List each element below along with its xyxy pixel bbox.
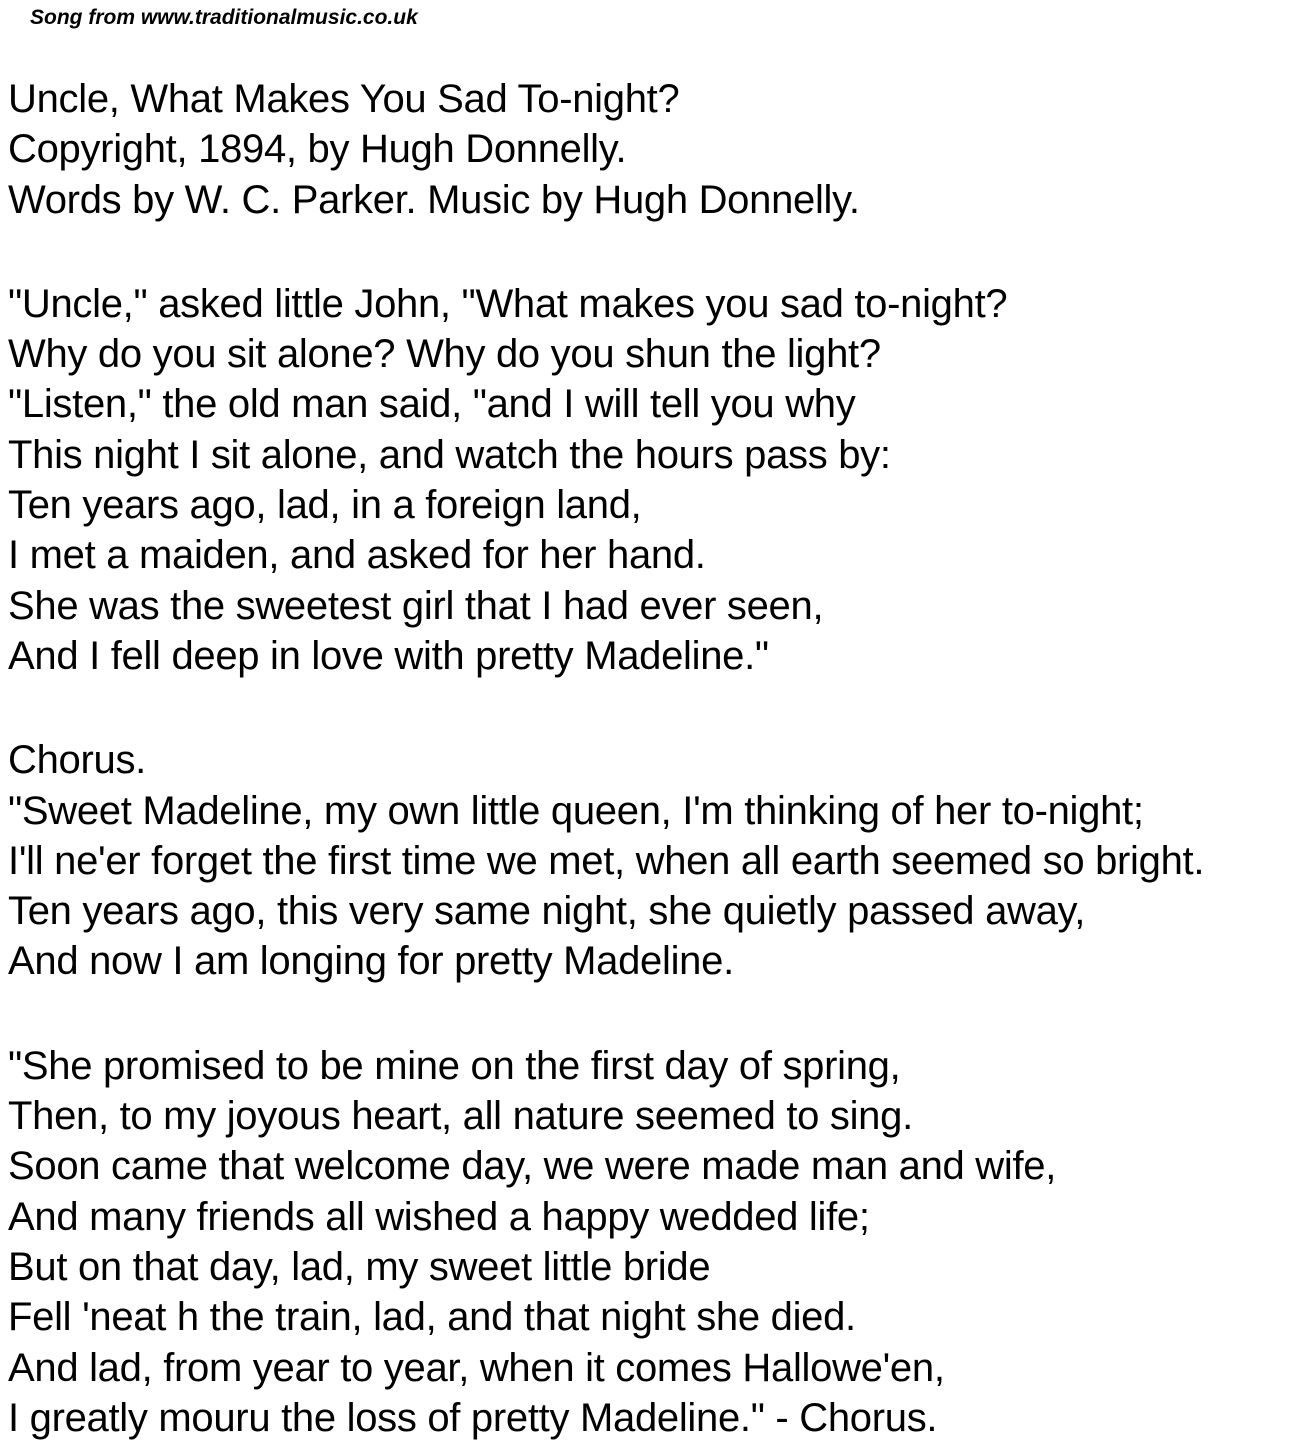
lyric-line: But on that day, lad, my sweet little bride bbox=[8, 1244, 711, 1289]
page-title: Uncle, What Makes You Sad To-night? bbox=[8, 77, 680, 121]
chorus-section bbox=[8, 735, 1296, 986]
lyric-line: Fell 'neat h the train, lad, and that night she died. bbox=[8, 1295, 856, 1340]
verse-1 bbox=[8, 279, 1296, 681]
lyrics-content bbox=[0, 74, 1296, 1443]
lyric-line: Why do you sit alone? Why do you shun the light? bbox=[8, 332, 881, 377]
source-note: Song from www.traditionalmusic.co.uk bbox=[30, 6, 418, 29]
copyright-line: Copyright, 1894, by Hugh Donnelly. bbox=[8, 127, 627, 172]
lyric-line: "She promised to be mine on the first day of spring, bbox=[8, 1043, 901, 1088]
lyric-line: "Listen," the old man said, "and I will tell you why bbox=[8, 382, 856, 427]
lyric-line: Soon came that welcome day, we were made man and wife, bbox=[8, 1144, 1057, 1189]
lyric-line: "Uncle," asked little John, "What makes you sad to-night? bbox=[8, 281, 1008, 326]
lyric-line: And many friends all wished a happy wedded life; bbox=[8, 1194, 870, 1239]
lyric-line: She was the sweetest girl that I had ever seen, bbox=[8, 583, 824, 628]
lyric-line: And I fell deep in love with pretty Madeline." bbox=[8, 633, 769, 678]
lyric-line: Ten years ago, this very same night, she quietly passed away, bbox=[8, 889, 1086, 934]
lyric-line: And now I am longing for pretty Madeline. bbox=[8, 939, 734, 984]
lyric-line: And lad, from year to year, when it comes Hallowe'en, bbox=[8, 1345, 945, 1390]
lyric-line: Ten years ago, lad, in a foreign land, bbox=[8, 483, 642, 528]
chorus-label: Chorus. bbox=[8, 738, 146, 783]
lyric-line: Then, to my joyous heart, all nature seemed to sing. bbox=[8, 1094, 913, 1139]
credits-line: Words by W. C. Parker. Music by Hugh Donnelly. bbox=[8, 177, 860, 222]
verse-2 bbox=[8, 1041, 1296, 1443]
lyric-line: I'll ne'er forget the first time we met, when all earth seemed so bright. bbox=[8, 838, 1205, 883]
lyric-line: "Sweet Madeline, my own little queen, I'm thinking of her to-night; bbox=[8, 788, 1144, 833]
lyric-line: I met a maiden, and asked for her hand. bbox=[8, 533, 706, 578]
lyric-line: This night I sit alone, and watch the hours pass by: bbox=[8, 432, 891, 477]
lyric-line: I greatly mouru the loss of pretty Madeline." - Chorus. bbox=[8, 1395, 938, 1440]
title-block bbox=[8, 74, 1296, 225]
